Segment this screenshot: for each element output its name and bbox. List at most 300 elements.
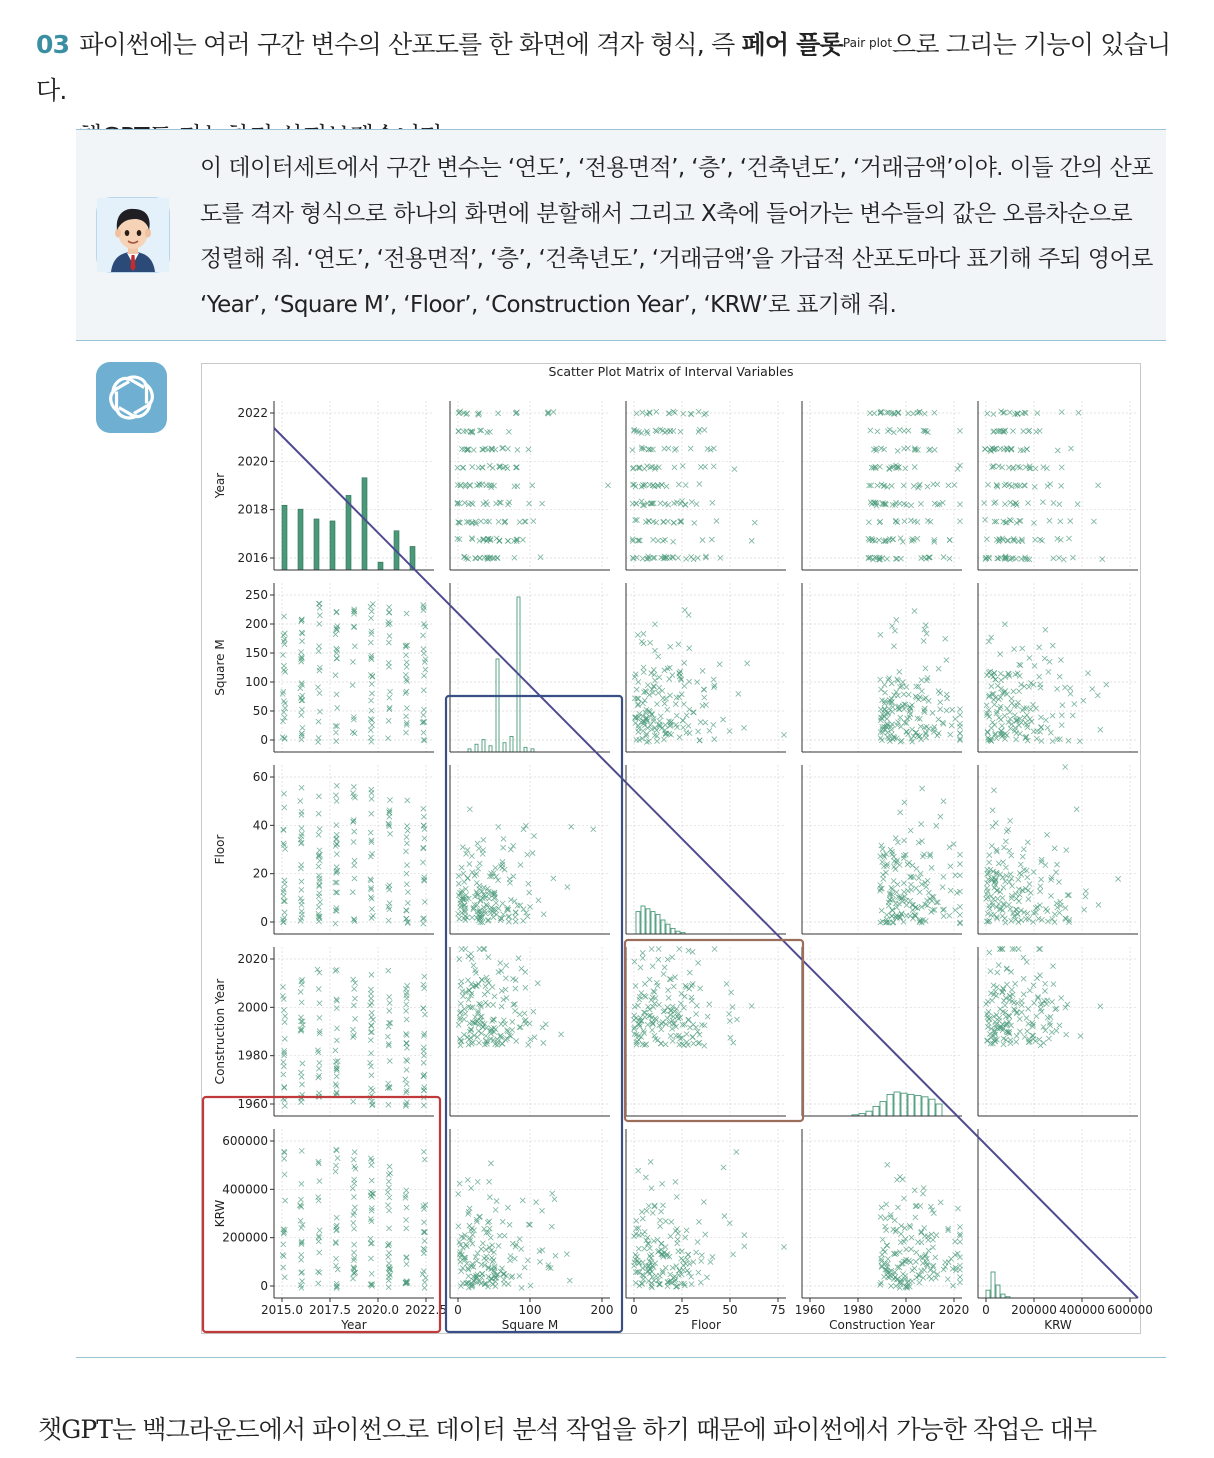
scatter-point bbox=[368, 728, 373, 733]
scatter-point bbox=[282, 701, 287, 706]
x-tick-label: 0 bbox=[630, 1303, 638, 1317]
scatter-point bbox=[955, 1206, 960, 1211]
scatter-point bbox=[1026, 1006, 1031, 1011]
scatter-point bbox=[957, 519, 962, 524]
scatter-point bbox=[655, 538, 660, 543]
scatter-point bbox=[1082, 907, 1087, 912]
scatter-point bbox=[984, 1001, 989, 1006]
scatter-point bbox=[660, 696, 665, 701]
scatter-point bbox=[494, 536, 499, 541]
scatter-point bbox=[699, 1253, 704, 1258]
scatter-point bbox=[1034, 429, 1039, 434]
scatter-point bbox=[985, 1038, 990, 1043]
scatter-point bbox=[903, 466, 908, 471]
scatter-point bbox=[889, 681, 894, 686]
scatter-point bbox=[647, 410, 652, 415]
scatter-point bbox=[1003, 865, 1008, 870]
scatter-point bbox=[642, 981, 647, 986]
scatter-point bbox=[485, 1284, 490, 1289]
scatter-point bbox=[317, 858, 322, 863]
scatter-point bbox=[404, 1067, 409, 1072]
scatter-point bbox=[660, 1181, 665, 1186]
scatter-point bbox=[947, 537, 952, 542]
scatter-point bbox=[1015, 483, 1020, 488]
scatter-point bbox=[386, 968, 391, 973]
scatter-point bbox=[947, 556, 952, 561]
scatter-point bbox=[422, 719, 427, 724]
scatter-point bbox=[350, 1276, 355, 1281]
scatter-point bbox=[957, 1274, 962, 1279]
scatter-point bbox=[1009, 446, 1014, 451]
scatter-point bbox=[1051, 500, 1056, 505]
scatter-point bbox=[479, 977, 484, 982]
scatter-point bbox=[948, 732, 953, 737]
scatter-point bbox=[898, 1231, 903, 1236]
scatter-point bbox=[1066, 738, 1071, 743]
scatter-point bbox=[569, 824, 574, 829]
scatter-point bbox=[1039, 724, 1044, 729]
scatter-point bbox=[387, 695, 392, 700]
scatter-point bbox=[333, 730, 338, 735]
scatter-point bbox=[940, 885, 945, 890]
scatter-point bbox=[335, 1155, 340, 1160]
scatter-point bbox=[660, 538, 665, 543]
scatter-point bbox=[487, 463, 492, 468]
scatter-point bbox=[299, 785, 304, 790]
x-tick-label: 2020.0 bbox=[357, 1303, 399, 1317]
scatter-point bbox=[1018, 465, 1023, 470]
scatter-point bbox=[422, 899, 427, 904]
scatter-point bbox=[721, 1165, 726, 1170]
scatter-point bbox=[525, 1258, 530, 1263]
scatter-point bbox=[988, 968, 993, 973]
scatter-point bbox=[1016, 723, 1021, 728]
scatter-point bbox=[914, 1275, 919, 1280]
scatter-point bbox=[982, 517, 987, 522]
y-tick-label: 40 bbox=[252, 818, 268, 833]
scatter-point bbox=[924, 735, 929, 740]
scatter-matrix-figure bbox=[201, 363, 1153, 1334]
scatter-point bbox=[421, 1074, 426, 1079]
scatter-point bbox=[1031, 1033, 1036, 1038]
x-axis-label: Square M bbox=[501, 1318, 559, 1332]
scatter-point bbox=[676, 1016, 681, 1021]
scatter-point bbox=[1098, 1004, 1103, 1009]
scatter-point bbox=[490, 984, 495, 989]
x-tick-label: 2015.0 bbox=[261, 1303, 303, 1317]
scatter-point bbox=[1012, 646, 1017, 651]
scatter-point bbox=[421, 730, 426, 735]
scatter-point bbox=[741, 725, 746, 730]
scatter-point bbox=[734, 1017, 739, 1022]
scatter-point bbox=[651, 537, 656, 542]
scatter-point bbox=[911, 483, 916, 488]
scatter-point bbox=[1006, 465, 1011, 470]
scatter-point bbox=[369, 996, 374, 1001]
scatter-point bbox=[882, 690, 887, 695]
x-tick-label: 400000 bbox=[1059, 1303, 1105, 1317]
scatter-point bbox=[1001, 1042, 1006, 1047]
scatter-point bbox=[648, 640, 653, 645]
scatter-point bbox=[941, 1267, 946, 1272]
scatter-point bbox=[504, 963, 509, 968]
scatter-point bbox=[736, 691, 741, 696]
scatter-point bbox=[955, 466, 960, 471]
scatter-point bbox=[884, 1228, 889, 1233]
scatter-point bbox=[482, 1255, 487, 1260]
scatter-point bbox=[386, 1185, 391, 1190]
scatter-point bbox=[283, 1198, 288, 1203]
scatter-point bbox=[385, 1034, 390, 1039]
scatter-point bbox=[1083, 888, 1088, 893]
scatter-point bbox=[422, 1280, 427, 1285]
scatter-point bbox=[695, 1239, 700, 1244]
scatter-point bbox=[697, 1032, 702, 1037]
scatter-point bbox=[488, 1235, 493, 1240]
scatter-point bbox=[403, 916, 408, 921]
scatter-point bbox=[1001, 998, 1006, 1003]
scatter-point bbox=[1038, 946, 1043, 951]
scatter-point bbox=[487, 1226, 492, 1231]
scatter-point bbox=[1000, 913, 1005, 918]
scatter-point bbox=[1054, 1028, 1059, 1033]
scatter-point bbox=[645, 1022, 650, 1027]
scatter-point bbox=[885, 730, 890, 735]
cell-2-4 bbox=[978, 764, 1138, 934]
scatter-point bbox=[298, 1099, 303, 1104]
scatter-point bbox=[1017, 1029, 1022, 1034]
scatter-point bbox=[1012, 703, 1017, 708]
scatter-point bbox=[935, 733, 940, 738]
scatter-point bbox=[316, 1075, 321, 1080]
scatter-point bbox=[499, 1004, 504, 1009]
y-axis-label: Square M bbox=[213, 639, 227, 696]
scatter-point bbox=[934, 823, 939, 828]
scatter-point bbox=[897, 427, 902, 432]
prompt-text: 이 데이터세트에서 구간 변수는 ‘연도’, ‘전용면적’, ‘층’, ‘건축년도’, ‘거래금액’이야. 이들 간의 산포도를 격자 형식으로 하나의 화면에 분할해서 그리고 X축에 들어가는 변수들의 값은 오름차순으로 정렬해 줘. ‘연도’, ‘전용면적’, ‘층’, ‘건축년도’, ‘거래금액’을 가급적 산포도마다 표기해 주되 영어로 ‘Year’, ‘Square M’, ‘Floor’, ‘Construction Year’, ‘KRW’로 표기해 줘. bbox=[200, 155, 1153, 318]
scatter-point bbox=[923, 623, 928, 628]
scatter-point bbox=[936, 717, 941, 722]
scatter-point bbox=[316, 1198, 321, 1203]
scatter-point bbox=[481, 501, 486, 506]
scatter-point bbox=[696, 429, 701, 434]
histogram-bar bbox=[991, 1272, 995, 1298]
scatter-point bbox=[912, 608, 917, 613]
scatter-point bbox=[475, 1179, 480, 1184]
scatter-point bbox=[1054, 686, 1059, 691]
scatter-point bbox=[368, 987, 373, 992]
scatter-point bbox=[647, 1246, 652, 1251]
scatter-point bbox=[298, 1070, 303, 1075]
scatter-point bbox=[686, 723, 691, 728]
scatter-point bbox=[731, 1040, 736, 1045]
scatter-point bbox=[669, 732, 674, 737]
scatter-point bbox=[316, 1239, 321, 1244]
scatter-point bbox=[281, 1072, 286, 1077]
scatter-point bbox=[514, 1038, 519, 1043]
scatter-point bbox=[503, 976, 508, 981]
scatter-point bbox=[649, 1186, 654, 1191]
scatter-point bbox=[368, 991, 373, 996]
scatter-point bbox=[485, 918, 490, 923]
scatter-point bbox=[404, 863, 409, 868]
scatter-point bbox=[1018, 862, 1023, 867]
scatter-point bbox=[936, 689, 941, 694]
scatter-point bbox=[536, 898, 541, 903]
scatter-point bbox=[501, 1018, 506, 1023]
scatter-point bbox=[674, 1194, 679, 1199]
scatter-point bbox=[941, 913, 946, 918]
scatter-point bbox=[1048, 893, 1053, 898]
scatter-point bbox=[909, 1247, 914, 1252]
scatter-point bbox=[1017, 731, 1022, 736]
scatter-point bbox=[299, 902, 304, 907]
scatter-point bbox=[1054, 862, 1059, 867]
scatter-point bbox=[982, 446, 987, 451]
histogram-bar bbox=[908, 1094, 914, 1116]
scatter-point bbox=[1044, 466, 1049, 471]
scatter-point bbox=[663, 1042, 668, 1047]
scatter-point bbox=[551, 876, 556, 881]
scatter-point bbox=[300, 725, 305, 730]
cell-1-0 bbox=[213, 583, 434, 752]
scatter-point bbox=[633, 983, 638, 988]
y-tick-label: 100 bbox=[245, 675, 268, 689]
scatter-point bbox=[667, 676, 672, 681]
scatter-point bbox=[641, 670, 646, 675]
scatter-point bbox=[689, 499, 694, 504]
scatter-point bbox=[553, 1253, 558, 1258]
scatter-point bbox=[500, 845, 505, 850]
scatter-point bbox=[474, 1258, 479, 1263]
scatter-point bbox=[640, 955, 645, 960]
scatter-point bbox=[648, 1159, 653, 1164]
histogram-bar bbox=[671, 928, 675, 934]
scatter-point bbox=[990, 808, 995, 813]
scatter-point bbox=[470, 464, 475, 469]
scatter-point bbox=[650, 964, 655, 969]
y-tick-label: 0 bbox=[260, 1279, 268, 1293]
scatter-point bbox=[1091, 519, 1096, 524]
scatter-point bbox=[889, 623, 894, 628]
cell-3-4 bbox=[978, 946, 1138, 1116]
scatter-point bbox=[457, 957, 462, 962]
scatter-point bbox=[913, 1259, 918, 1264]
scatter-point bbox=[460, 1281, 465, 1286]
scatter-point bbox=[282, 915, 287, 920]
scatter-point bbox=[465, 978, 470, 983]
scatter-point bbox=[368, 830, 373, 835]
scatter-point bbox=[533, 1200, 538, 1205]
scatter-point bbox=[919, 689, 924, 694]
scatter-point bbox=[652, 622, 657, 627]
scatter-point bbox=[985, 482, 990, 487]
scatter-point bbox=[941, 874, 946, 879]
scatter-point bbox=[1038, 1043, 1043, 1048]
scatter-point bbox=[906, 692, 911, 697]
scatter-point bbox=[500, 1041, 505, 1046]
scatter-point bbox=[920, 854, 925, 859]
highlight-box-red bbox=[203, 1097, 440, 1332]
scatter-point bbox=[932, 410, 937, 415]
scatter-point bbox=[531, 1009, 536, 1014]
scatter-point bbox=[912, 1266, 917, 1271]
scatter-point bbox=[692, 520, 697, 525]
scatter-point bbox=[742, 1232, 747, 1237]
scatter-point bbox=[674, 713, 679, 718]
scatter-point bbox=[1098, 727, 1103, 732]
scatter-point bbox=[949, 723, 954, 728]
scatter-point bbox=[910, 903, 915, 908]
scatter-point bbox=[282, 631, 287, 636]
scatter-point bbox=[866, 520, 871, 525]
scatter-point bbox=[1020, 646, 1025, 651]
scatter-point bbox=[369, 1208, 374, 1213]
scatter-point bbox=[999, 723, 1004, 728]
scatter-point bbox=[901, 853, 906, 858]
scatter-point bbox=[985, 729, 990, 734]
scatter-point bbox=[895, 1205, 900, 1210]
scatter-point bbox=[724, 981, 729, 986]
scatter-point bbox=[953, 1252, 958, 1257]
user-avatar-icon bbox=[96, 197, 170, 273]
scatter-point bbox=[650, 1210, 655, 1215]
scatter-point bbox=[888, 1283, 893, 1288]
scatter-point bbox=[1016, 919, 1021, 924]
scatter-point bbox=[1026, 1021, 1031, 1026]
scatter-point bbox=[404, 660, 409, 665]
scatter-point bbox=[898, 715, 903, 720]
scatter-point bbox=[299, 812, 304, 817]
scatter-point bbox=[1008, 906, 1013, 911]
scatter-point bbox=[1049, 1030, 1054, 1035]
scatter-point bbox=[883, 1216, 888, 1221]
scatter-point bbox=[316, 864, 321, 869]
scatter-point bbox=[531, 519, 536, 524]
scatter-point bbox=[334, 1083, 339, 1088]
scatter-point bbox=[483, 1000, 488, 1005]
scatter-point bbox=[992, 501, 997, 506]
scatter-point bbox=[1064, 1032, 1069, 1037]
scatter-point bbox=[1025, 840, 1030, 845]
scatter-point bbox=[901, 483, 906, 488]
scatter-point bbox=[679, 991, 684, 996]
scatter-point bbox=[299, 1082, 304, 1087]
scatter-point bbox=[634, 687, 639, 692]
scatter-point bbox=[917, 890, 922, 895]
scatter-point bbox=[351, 1099, 356, 1104]
scatter-point bbox=[334, 1026, 339, 1031]
histogram-bar bbox=[489, 746, 492, 752]
scatter-point bbox=[1027, 881, 1032, 886]
scatter-point bbox=[721, 717, 726, 722]
scatter-point bbox=[913, 1215, 918, 1220]
scatter-point bbox=[998, 671, 1003, 676]
scatter-point bbox=[471, 1228, 476, 1233]
scatter-point bbox=[462, 1017, 467, 1022]
cell-2-2 bbox=[626, 765, 786, 934]
scatter-point bbox=[957, 721, 962, 726]
y-tick-label: 2016 bbox=[237, 551, 268, 565]
x-axis-label: Year bbox=[341, 1318, 367, 1332]
scatter-point bbox=[745, 661, 750, 666]
scatter-point bbox=[317, 900, 322, 905]
scatter-point bbox=[1023, 916, 1028, 921]
scatter-point bbox=[907, 860, 912, 865]
scatter-point bbox=[985, 411, 990, 416]
cell-4-2 bbox=[626, 1129, 787, 1332]
scatter-point bbox=[1047, 659, 1052, 664]
scatter-point bbox=[496, 1243, 501, 1248]
scatter-point bbox=[696, 960, 701, 965]
scatter-point bbox=[702, 427, 707, 432]
scatter-point bbox=[1043, 627, 1048, 632]
scatter-point bbox=[334, 832, 339, 837]
scatter-point bbox=[957, 1239, 962, 1244]
scatter-point bbox=[368, 1030, 373, 1035]
scatter-point bbox=[1009, 883, 1014, 888]
histogram-bar bbox=[330, 521, 335, 570]
x-tick-label: 25 bbox=[674, 1303, 690, 1317]
scatter-point bbox=[918, 501, 923, 506]
scatter-point bbox=[350, 1027, 355, 1032]
histogram-bar bbox=[646, 909, 650, 934]
scatter-point bbox=[877, 464, 882, 469]
scatter-point bbox=[658, 501, 663, 506]
scatter-point bbox=[369, 972, 374, 977]
scatter-point bbox=[646, 1203, 651, 1208]
scatter-point bbox=[687, 1025, 692, 1030]
x-axis-label: KRW bbox=[1044, 1318, 1072, 1332]
scatter-point bbox=[640, 701, 645, 706]
scatter-point bbox=[687, 679, 692, 684]
scatter-point bbox=[520, 537, 525, 542]
scatter-point bbox=[948, 864, 953, 869]
scatter-point bbox=[888, 847, 893, 852]
scatter-point bbox=[1057, 1023, 1062, 1028]
scatter-point bbox=[1017, 1016, 1022, 1021]
scatter-point bbox=[696, 409, 701, 414]
scatter-point bbox=[677, 735, 682, 740]
scatter-point bbox=[1000, 946, 1005, 951]
scatter-point bbox=[498, 960, 503, 965]
scatter-point bbox=[387, 1164, 392, 1169]
x-tick-label: 200 bbox=[590, 1303, 614, 1317]
step-term-sup: Pair plot bbox=[842, 36, 893, 50]
scatter-point bbox=[686, 612, 691, 617]
scatter-point bbox=[1017, 518, 1022, 523]
histogram-bar bbox=[929, 1099, 935, 1116]
scatter-point bbox=[919, 904, 924, 909]
scatter-point bbox=[890, 908, 895, 913]
scatter-point bbox=[752, 520, 757, 525]
scatter-point bbox=[591, 827, 596, 832]
scatter-point bbox=[904, 729, 909, 734]
scatter-point bbox=[530, 483, 535, 488]
scatter-point bbox=[876, 537, 881, 542]
scatter-point bbox=[316, 1066, 321, 1071]
scatter-point bbox=[1058, 657, 1063, 662]
scatter-point bbox=[688, 446, 693, 451]
scatter-point bbox=[299, 1257, 304, 1262]
scatter-point bbox=[368, 698, 373, 703]
scatter-point bbox=[528, 1283, 533, 1288]
scatter-point bbox=[369, 1206, 374, 1211]
scatter-point bbox=[316, 794, 321, 799]
scatter-point bbox=[299, 1279, 304, 1284]
scatter-point bbox=[1083, 894, 1088, 899]
scatter-point bbox=[710, 1254, 715, 1259]
